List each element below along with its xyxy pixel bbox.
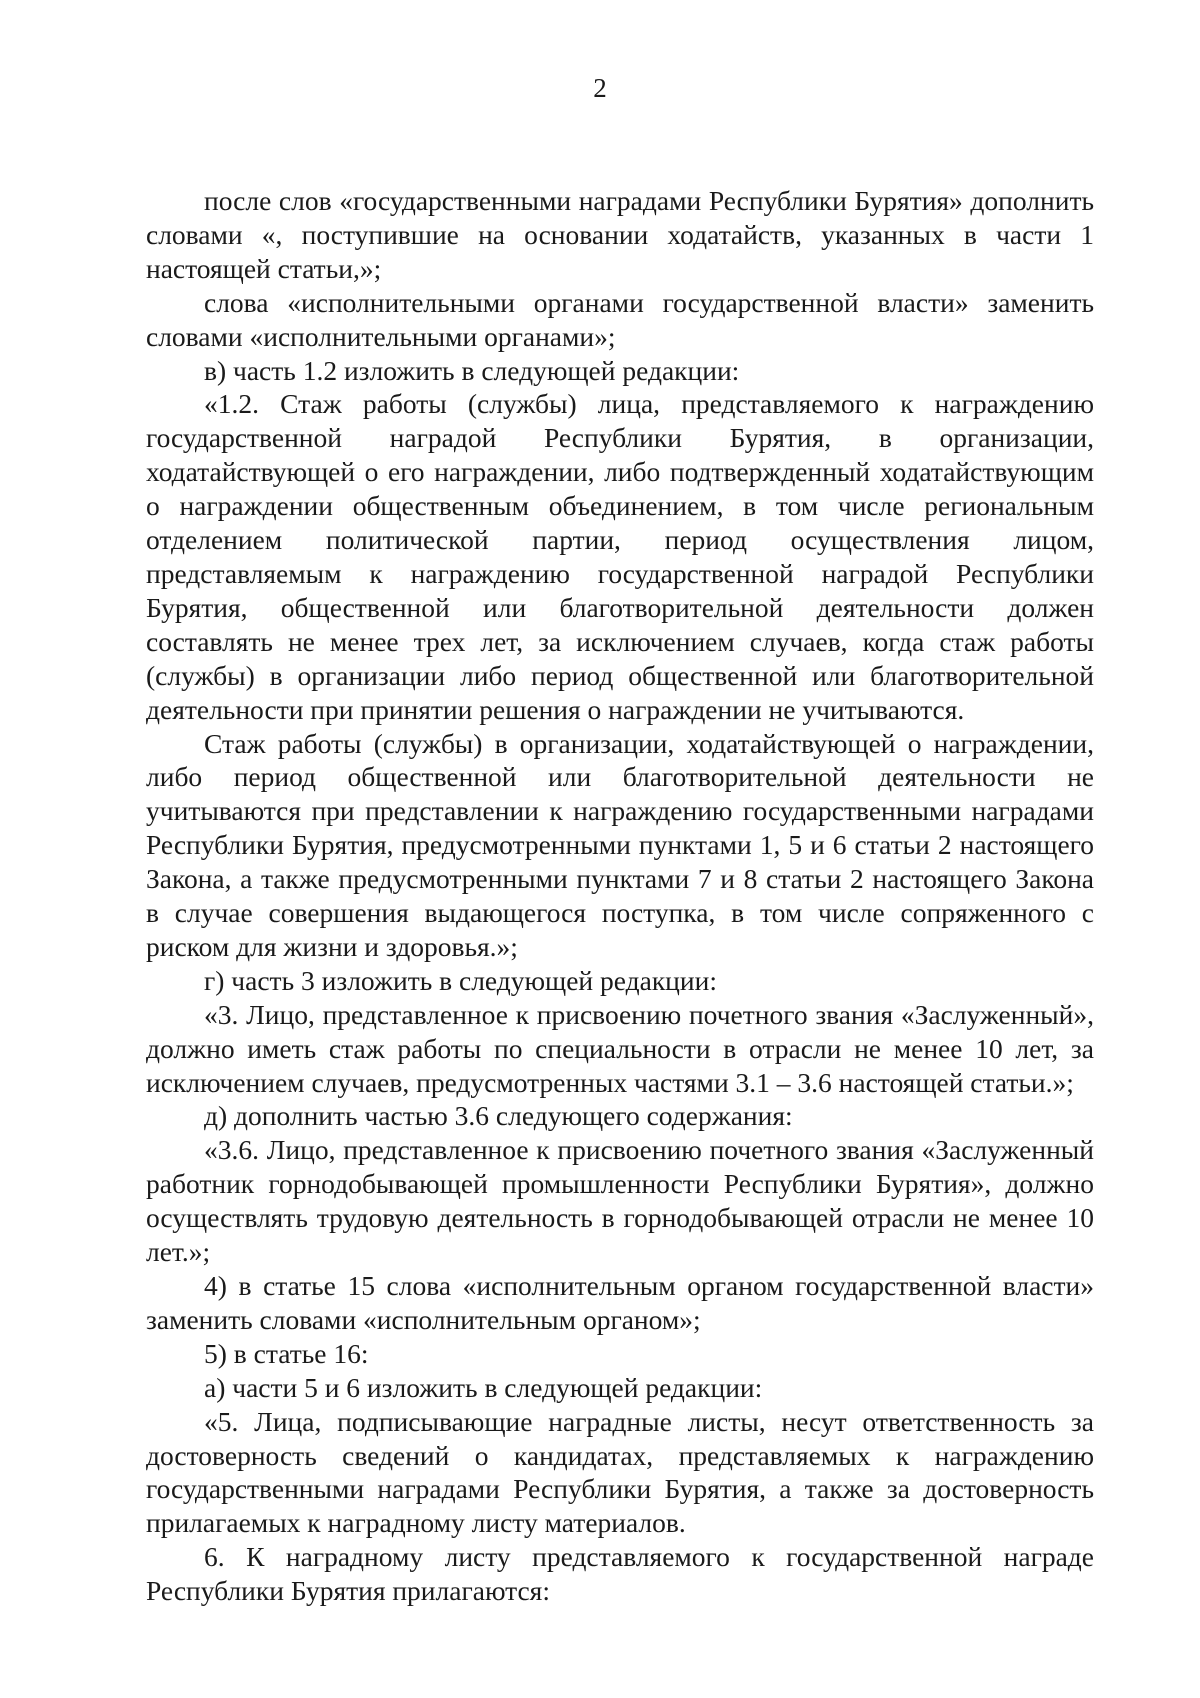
paragraph-8: д) дополнить частью 3.6 следующего содержания: [204, 1100, 793, 1132]
paragraph-13: «5. Лица, подписывающие наградные листы, несут ответственность за достоверность сведений о кандидатах, представляемых к награждению государственными наградами Республики Бурятия, а также за достоверность прилагаемых к наградному листу материалов. [146, 1405, 1094, 1539]
paragraph-3: в) часть 1.2 изложить в следующей редакции: [204, 354, 740, 386]
paragraph-7: «3. Лицо, представленное к присвоению почетного звания «Заслуженный», должно иметь стаж работы по специальности в отрасли не менее 10 лет, за исключением случаев, предусмотренных частями 3.1 – 3.6 настоящей статьи.»; [146, 998, 1094, 1098]
paragraph-12: а) части 5 и 6 изложить в следующей редакции: [204, 1371, 763, 1403]
document-body [146, 184, 1094, 1608]
paragraph-10: 4) в статье 15 слова «исполнительным органом государственной власти» заменить словами «исполнительным органом»; [146, 1270, 1094, 1335]
paragraph-2: слова «исполнительными органами государственной власти» заменить словами «исполнительными органами»; [146, 286, 1094, 352]
paragraph-1: после слов «государственными наградами Республики Бурятия» дополнить словами «, поступившие на основании ходатайств, указанных в части 1 настоящей статьи,»; [146, 185, 1094, 284]
paragraph-4: «1.2. Стаж работы (службы) лица, представляемого к награждению государственной наградой Республики Бурятия, в организации, ходатайствующей о его награждении, либо подтвержденный ходатайствующим о награждении общественным объединением, в том числе региональным отделением политической партии, период осуществления лицом, представляемым к награждению государственной наградой Республики Бурятия, общественной или благотворительной деятельности должен составлять не менее трех лет, за исключением случаев, когда стаж работы (службы) в организации либо период общественной или благотворительной деятельности при принятии решения о награждении не учитываются. [146, 388, 1094, 725]
paragraph-6: г) часть 3 изложить в следующей редакции: [204, 964, 717, 996]
paragraph-11: 5) в статье 16: [204, 1337, 369, 1369]
paragraph-14: 6. К наградному листу представляемого к государственной награде Республики Бурятия прилагаются: [146, 1541, 1094, 1607]
page-number: 2 [593, 73, 607, 103]
paragraph-9: «3.6. Лицо, представленное к присвоению почетного звания «Заслуженный работник горнодобывающей промышленности Республики Бурятия», должно осуществлять трудовую деятельность в горнодобывающей отрасли не менее 10 лет.»; [146, 1134, 1094, 1268]
paragraph-5: Стаж работы (службы) в организации, ходатайствующей о награждении, либо период общественной или благотворительной деятельности не учитываются при представлении к награждению государственными наградами Республики Бурятия, предусмотренными пунктами 1, 5 и 6 статьи 2 настоящего Закона, а также предусмотренными пунктами 7 и 8 статьи 2 настоящего Закона в случае совершения выдающегося поступка, в том числе сопряженного с риском для жизни и здоровья.»; [146, 727, 1094, 962]
